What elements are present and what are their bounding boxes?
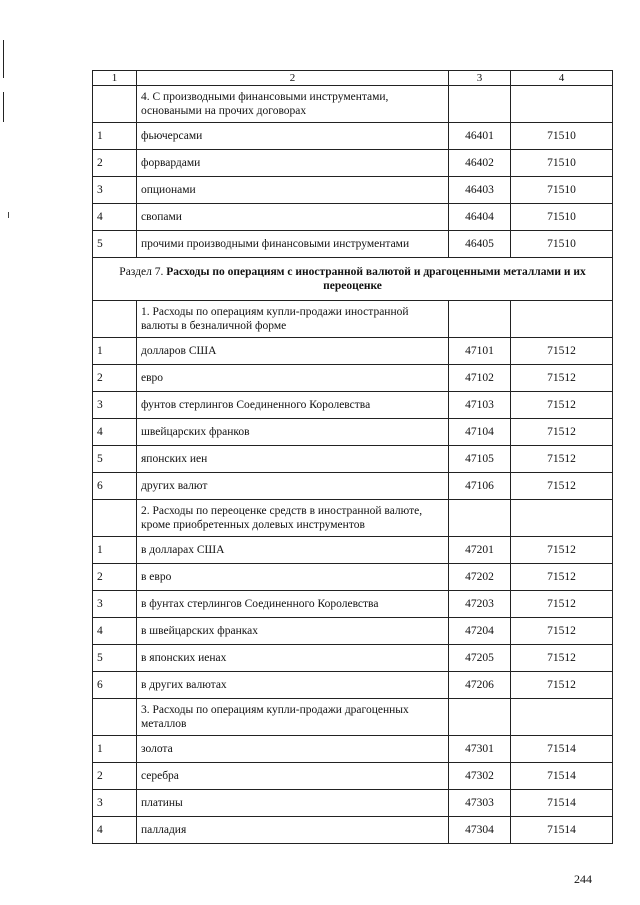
table-row bbox=[93, 763, 613, 790]
table-row bbox=[93, 392, 613, 419]
column-number: 2 bbox=[137, 71, 449, 86]
group-title-row bbox=[93, 301, 613, 338]
item-name: опционами bbox=[137, 177, 449, 204]
table-row bbox=[93, 537, 613, 564]
symbol-code: 47104 bbox=[449, 419, 511, 446]
symbol-code: 46405 bbox=[449, 231, 511, 258]
item-name: других валют bbox=[137, 473, 449, 500]
account-number: 71512 bbox=[511, 338, 613, 365]
table-row bbox=[93, 204, 613, 231]
table-row bbox=[93, 817, 613, 844]
row-number: 6 bbox=[93, 473, 137, 500]
row-number-cell bbox=[93, 86, 137, 123]
section-prefix: Раздел 7. bbox=[119, 266, 164, 278]
account-number: 71512 bbox=[511, 365, 613, 392]
account-number: 71510 bbox=[511, 150, 613, 177]
symbol-code: 47103 bbox=[449, 392, 511, 419]
item-name: в швейцарских франках bbox=[137, 618, 449, 645]
section-heading-row bbox=[93, 258, 613, 301]
row-number-cell bbox=[93, 301, 137, 338]
account-cell bbox=[511, 699, 613, 736]
symbol-code: 47204 bbox=[449, 618, 511, 645]
symbol-code: 46403 bbox=[449, 177, 511, 204]
symbol-code: 47202 bbox=[449, 564, 511, 591]
row-number: 1 bbox=[93, 736, 137, 763]
symbol-code: 47206 bbox=[449, 672, 511, 699]
symbol-code: 47301 bbox=[449, 736, 511, 763]
table-row bbox=[93, 338, 613, 365]
symbol-code: 47102 bbox=[449, 365, 511, 392]
symbol-code: 46404 bbox=[449, 204, 511, 231]
account-number: 71514 bbox=[511, 790, 613, 817]
account-number: 71514 bbox=[511, 817, 613, 844]
code-cell bbox=[449, 500, 511, 537]
page-number: 244 bbox=[574, 872, 592, 886]
table-row bbox=[93, 790, 613, 817]
row-number: 5 bbox=[93, 446, 137, 473]
row-number: 5 bbox=[93, 231, 137, 258]
code-cell bbox=[449, 699, 511, 736]
scan-margin-line bbox=[3, 92, 4, 122]
section-heading bbox=[93, 258, 613, 301]
account-number: 71512 bbox=[511, 645, 613, 672]
table-row bbox=[93, 123, 613, 150]
account-number: 71510 bbox=[511, 231, 613, 258]
row-number-cell bbox=[93, 699, 137, 736]
accounts-table-body bbox=[93, 71, 613, 844]
symbol-code: 47105 bbox=[449, 446, 511, 473]
symbol-code: 47205 bbox=[449, 645, 511, 672]
group-title-row bbox=[93, 86, 613, 123]
account-number: 71512 bbox=[511, 591, 613, 618]
column-number: 1 bbox=[93, 71, 137, 86]
item-name: фунтов стерлингов Соединенного Королевства bbox=[137, 392, 449, 419]
account-number: 71510 bbox=[511, 204, 613, 231]
table-row bbox=[93, 473, 613, 500]
item-name: в евро bbox=[137, 564, 449, 591]
table-row bbox=[93, 419, 613, 446]
row-number: 3 bbox=[93, 392, 137, 419]
row-number: 2 bbox=[93, 564, 137, 591]
table-row bbox=[93, 365, 613, 392]
account-number: 71512 bbox=[511, 473, 613, 500]
group-title: 2. Расходы по переоценке средств в иностранной валюте, кроме приобретенных долевых инструментов bbox=[137, 500, 449, 537]
group-title: 1. Расходы по операциям купли-продажи иностранной валюты в безналичной форме bbox=[137, 301, 449, 338]
row-number: 2 bbox=[93, 365, 137, 392]
item-name: японских иен bbox=[137, 446, 449, 473]
item-name: форвардами bbox=[137, 150, 449, 177]
account-number: 71512 bbox=[511, 564, 613, 591]
account-number: 71510 bbox=[511, 177, 613, 204]
scan-margin-tick bbox=[8, 212, 9, 218]
table-row bbox=[93, 150, 613, 177]
group-title: 4. С производными финансовыми инструментами, основаными на прочих договорах bbox=[137, 86, 449, 123]
item-name: серебра bbox=[137, 763, 449, 790]
account-number: 71510 bbox=[511, 123, 613, 150]
row-number: 3 bbox=[93, 591, 137, 618]
table-row bbox=[93, 591, 613, 618]
symbol-code: 47101 bbox=[449, 338, 511, 365]
symbol-code: 47302 bbox=[449, 763, 511, 790]
account-number: 71512 bbox=[511, 392, 613, 419]
row-number: 1 bbox=[93, 123, 137, 150]
table-row bbox=[93, 231, 613, 258]
row-number: 3 bbox=[93, 790, 137, 817]
row-number: 3 bbox=[93, 177, 137, 204]
account-cell bbox=[511, 301, 613, 338]
accounts-table bbox=[92, 70, 613, 844]
account-number: 71512 bbox=[511, 537, 613, 564]
row-number: 2 bbox=[93, 763, 137, 790]
account-number: 71514 bbox=[511, 736, 613, 763]
account-number: 71512 bbox=[511, 672, 613, 699]
group-title-row bbox=[93, 500, 613, 537]
row-number: 2 bbox=[93, 150, 137, 177]
row-number-cell bbox=[93, 500, 137, 537]
table-row bbox=[93, 645, 613, 672]
row-number: 4 bbox=[93, 204, 137, 231]
item-name: золота bbox=[137, 736, 449, 763]
row-number: 4 bbox=[93, 817, 137, 844]
item-name: швейцарских франков bbox=[137, 419, 449, 446]
symbol-code: 47303 bbox=[449, 790, 511, 817]
item-name: в фунтах стерлингов Соединенного Королевства bbox=[137, 591, 449, 618]
account-number: 71512 bbox=[511, 419, 613, 446]
item-name: палладия bbox=[137, 817, 449, 844]
table-row bbox=[93, 618, 613, 645]
item-name: в долларах США bbox=[137, 537, 449, 564]
column-number-row bbox=[93, 71, 613, 86]
account-cell bbox=[511, 500, 613, 537]
table-row bbox=[93, 446, 613, 473]
account-number: 71512 bbox=[511, 618, 613, 645]
row-number: 4 bbox=[93, 618, 137, 645]
account-cell bbox=[511, 86, 613, 123]
column-number: 4 bbox=[511, 71, 613, 86]
symbol-code: 46401 bbox=[449, 123, 511, 150]
group-title-row bbox=[93, 699, 613, 736]
account-number: 71514 bbox=[511, 763, 613, 790]
group-title: 3. Расходы по операциям купли-продажи драгоценных металлов bbox=[137, 699, 449, 736]
item-name: в других валютах bbox=[137, 672, 449, 699]
item-name: в японских иенах bbox=[137, 645, 449, 672]
item-name: платины bbox=[137, 790, 449, 817]
table-row bbox=[93, 564, 613, 591]
symbol-code: 46402 bbox=[449, 150, 511, 177]
symbol-code: 47203 bbox=[449, 591, 511, 618]
table-row bbox=[93, 672, 613, 699]
account-number: 71512 bbox=[511, 446, 613, 473]
symbol-code: 47106 bbox=[449, 473, 511, 500]
item-name: долларов США bbox=[137, 338, 449, 365]
row-number: 6 bbox=[93, 672, 137, 699]
section-title: Расходы по операциям с иностранной валютой и драгоценными металлами и их переоценке bbox=[166, 266, 586, 292]
code-cell bbox=[449, 301, 511, 338]
row-number: 5 bbox=[93, 645, 137, 672]
scan-margin-line bbox=[3, 40, 4, 78]
item-name: фьючерсами bbox=[137, 123, 449, 150]
row-number: 1 bbox=[93, 338, 137, 365]
code-cell bbox=[449, 86, 511, 123]
row-number: 1 bbox=[93, 537, 137, 564]
column-number: 3 bbox=[449, 71, 511, 86]
item-name: прочими производными финансовыми инструментами bbox=[137, 231, 449, 258]
symbol-code: 47304 bbox=[449, 817, 511, 844]
symbol-code: 47201 bbox=[449, 537, 511, 564]
item-name: свопами bbox=[137, 204, 449, 231]
row-number: 4 bbox=[93, 419, 137, 446]
item-name: евро bbox=[137, 365, 449, 392]
table-row bbox=[93, 736, 613, 763]
table-row bbox=[93, 177, 613, 204]
